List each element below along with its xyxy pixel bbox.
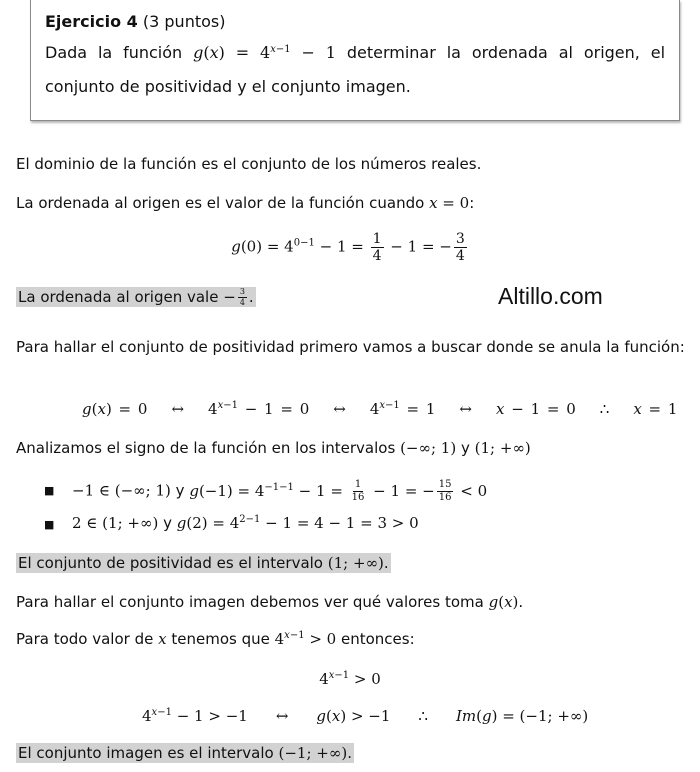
equation-g0: $g(0) = 4^{0-1} - 1$ = $\frac{1}{4}$ − 1 = − $\frac{3}{4}$ [231, 231, 465, 264]
imagen-reasoning: Para todo valor de x tenemos que $4^{x-1} > 0$ entonces: [16, 630, 415, 648]
bullet-2-icon: ■ [44, 518, 55, 531]
exercise-heading [45, 12, 225, 31]
bullet-1-icon: ■ [44, 484, 55, 497]
ordenada-intro: La ordenada al origen es el valor de la función cuando x = 0: [16, 194, 475, 212]
equation-positive: $4^{x-1} > 0$ [319, 670, 381, 688]
ordenada-result: La ordenada al origen vale − $\frac{3}{4}$ . [18, 287, 254, 307]
equation-zero: g(x) = 0 ↔ $4^{x-1} - 1 = 0$ ↔ $4^{x-1} = 1$ ↔ x − 1 = 0 ∴ x = 1 [82, 400, 678, 418]
exercise-statement-line1: Dada la función $g(x) = 4^{x-1} - 1$ determinar la ordenada al origen, el [45, 43, 666, 62]
equation-image: $4^{x-1} - 1 > -1$ ↔ g(x) > −1 ∴ Im(g) = (−1; +∞) [142, 707, 589, 725]
watermark-logo: Altillo.com [498, 283, 603, 309]
sign-check-positive: 2 ∈ (1; +∞) y $g(2) = 4^{2-1} - 1 = 4 - 1 = 3 > 0$ [72, 514, 419, 532]
exercise-statement-line2: conjunto de positividad y el conjunto imagen. [45, 77, 411, 96]
imagen-intro: Para hallar el conjunto imagen debemos ver qué valores toma g(x). [16, 593, 524, 611]
signo-intro: Analizamos el signo de la función en los intervalos (−∞; 1) y (1; +∞) [16, 439, 531, 457]
positividad-result: El conjunto de positividad es el intervalo (1; +∞). [18, 554, 389, 572]
function-definition: $g(x) = 4^{x-1} - 1$ [193, 43, 336, 62]
imagen-result: El conjunto imagen es el intervalo (−1; +∞). [18, 744, 352, 762]
sign-check-negative: −1 ∈ (−∞; 1) y $g(-1) = 4^{-1-1} - 1$ = $\frac{1}{16}$ − 1 = − $\frac{15}{16}$ < 0 [72, 479, 488, 503]
exercise-points: (3 puntos) [142, 12, 226, 31]
exercise-box [30, 0, 680, 121]
positividad-intro: Para hallar el conjunto de positividad primero vamos a buscar donde se anula la función: [16, 338, 685, 356]
domain-text: El dominio de la función es el conjunto de los números reales. [16, 155, 482, 173]
exercise-title: Ejercicio 4 [45, 12, 138, 31]
